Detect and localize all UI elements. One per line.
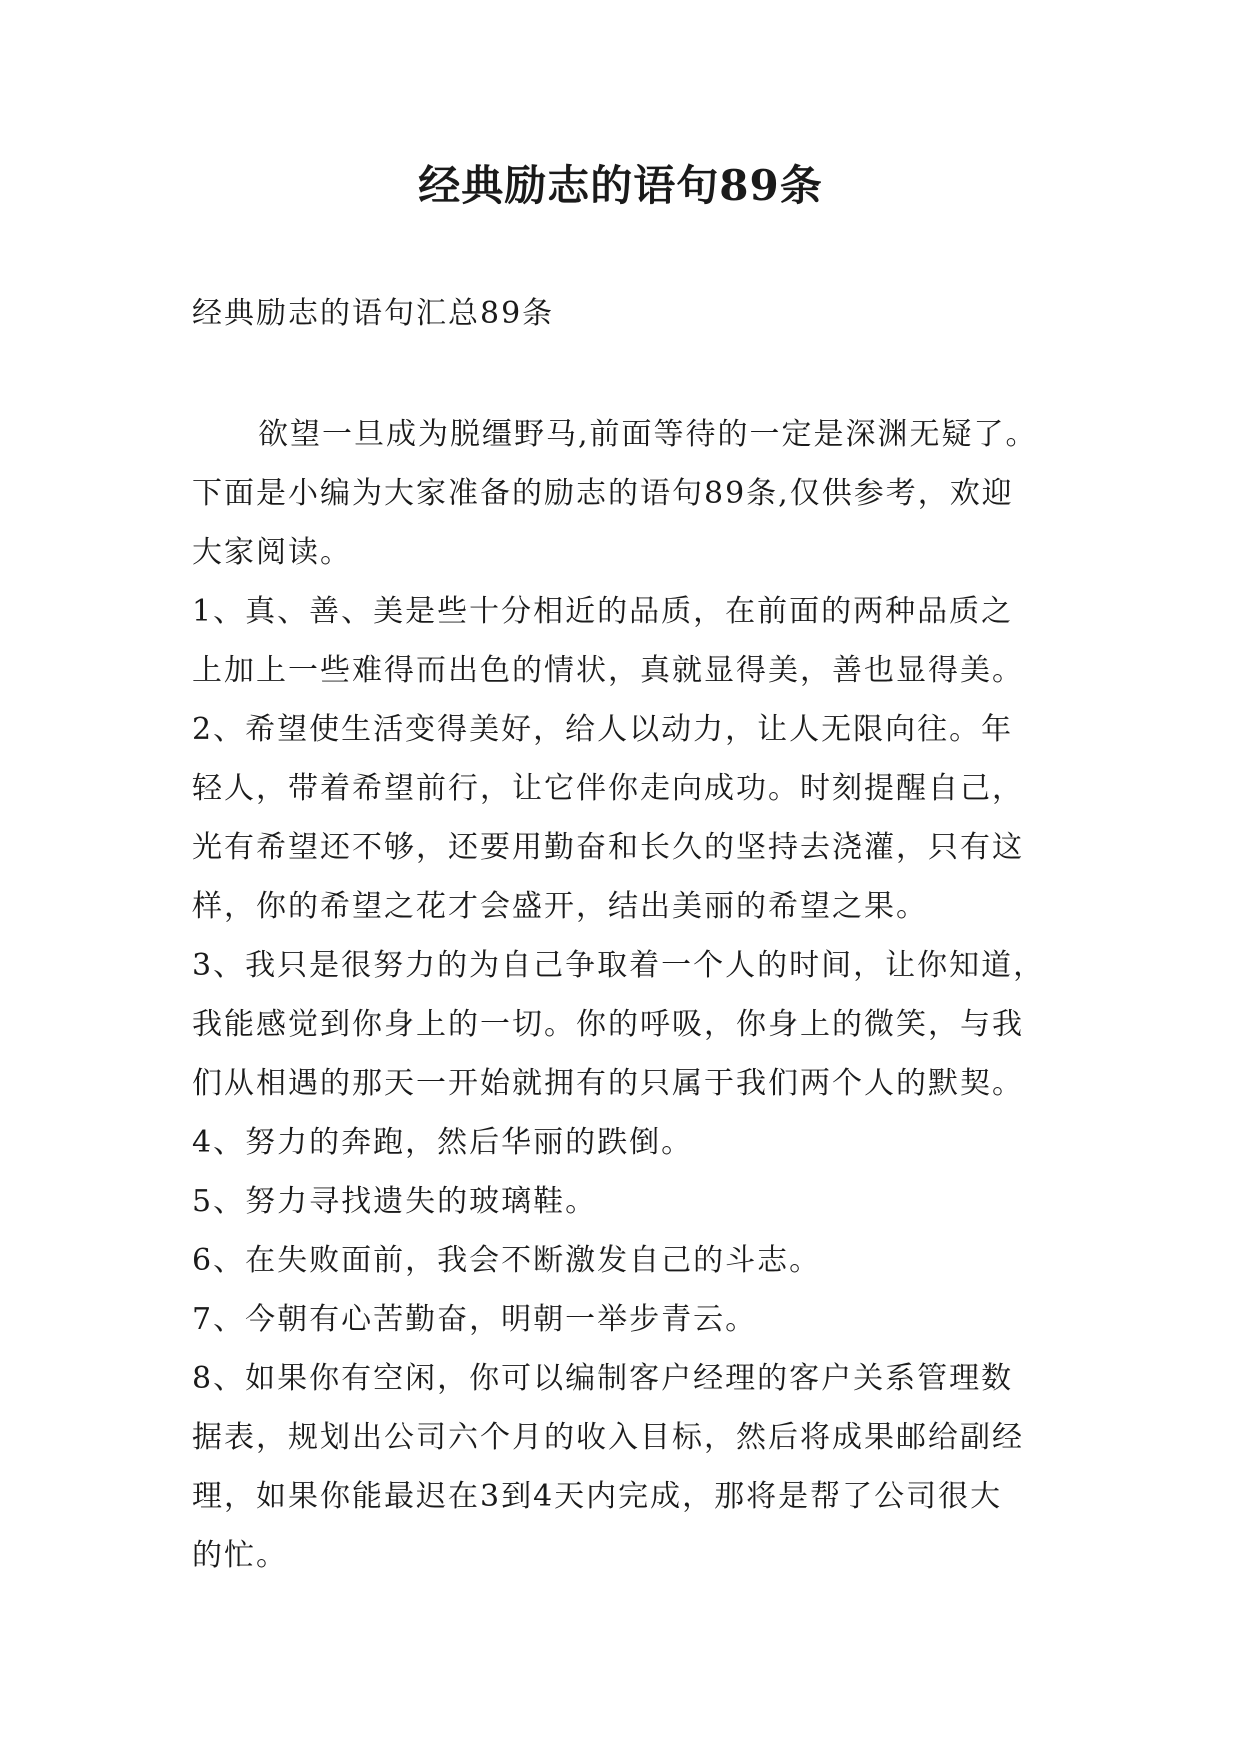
document-title: 经典励志的语句89条 [418, 161, 823, 210]
document-subtitle: 经典励志的语句汇总89条 [192, 296, 555, 331]
body-line: 欲望一旦成为脱缰野马,前面等待的一定是深渊无疑了。 [258, 417, 1038, 452]
list-item-5: 5、努力寻找遗失的玻璃鞋。 [192, 1184, 598, 1219]
list-item-1: 1、真、善、美是些十分相近的品质，在前面的两种品质之 [192, 594, 1014, 629]
body-line: 的忙。 [192, 1538, 288, 1573]
body-line: 理，如果你能最迟在3到4天内完成，那将是帮了公司很大 [192, 1479, 1003, 1514]
body-line: 轻人，带着希望前行，让它伴你走向成功。时刻提醒自己， [192, 771, 1024, 806]
list-item-8: 8、如果你有空闲，你可以编制客户经理的客户关系管理数 [192, 1361, 1014, 1396]
body-line: 我能感觉到你身上的一切。你的呼吸，你身上的微笑，与我 [192, 1007, 1024, 1042]
list-item-3: 3、我只是很努力的为自己争取着一个人的时间，让你知道， [192, 948, 1046, 983]
list-item-4: 4、努力的奔跑，然后华丽的跌倒。 [192, 1125, 694, 1160]
body-line: 大家阅读。 [192, 535, 352, 570]
list-item-2: 2、希望使生活变得美好，给人以动力，让人无限向往。年 [192, 712, 1014, 747]
body-line: 据表，规划出公司六个月的收入目标，然后将成果邮给副经 [192, 1420, 1024, 1455]
list-item-6: 6、在失败面前，我会不断激发自己的斗志。 [192, 1243, 822, 1278]
body-line: 下面是小编为大家准备的励志的语句89条,仅供参考，欢迎 [192, 476, 1014, 511]
body-line: 样，你的希望之花才会盛开，结出美丽的希望之果。 [192, 889, 928, 924]
document-body [192, 405, 1060, 1585]
list-item-7: 7、今朝有心苦勤奋，明朝一举步青云。 [192, 1302, 758, 1337]
body-line: 上加上一些难得而出色的情状，真就显得美，善也显得美。 [192, 653, 1024, 688]
body-line: 光有希望还不够，还要用勤奋和长久的坚持去浇灌，只有这 [192, 830, 1024, 865]
body-line: 们从相遇的那天一开始就拥有的只属于我们两个人的默契。 [192, 1066, 1024, 1101]
